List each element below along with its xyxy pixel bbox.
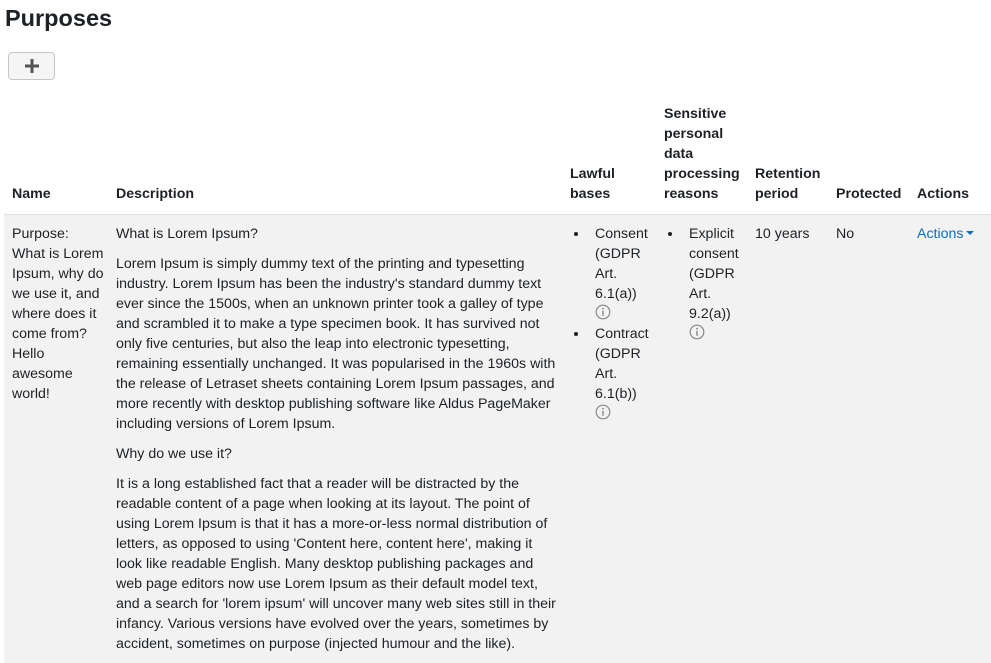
table-header-row xyxy=(4,100,991,215)
page-title: Purposes xyxy=(5,5,113,31)
sensitive-reason-label: Explicit consent (GDPR Art. 9.2(a)) xyxy=(689,226,739,322)
description-heading: Why do we use it? xyxy=(116,446,232,462)
purpose-name-cell: Purpose: What is Lorem Ipsum, why do we use it, and where does it come from? Hello awesome world! xyxy=(4,215,108,663)
info-icon[interactable] xyxy=(689,324,705,340)
sensitive-reasons-list xyxy=(664,224,743,344)
column-header-lawful-bases: Lawful bases xyxy=(562,100,656,215)
purposes-table xyxy=(4,100,991,663)
protected-cell: No xyxy=(828,215,909,663)
actions-menu-label: Actions xyxy=(917,226,964,242)
column-header-actions: Actions xyxy=(909,100,991,215)
description-paragraph: It is a long established fact that a reader will be distracted by the readable content of a page when looking at its layout. The point of using Lorem Ipsum is that it has a more-or-less normal distribution of letters, as opposed to using 'Content here, content here', making it look like readable English. Many desktop publishing packages and web page editors now use Lorem Ipsum as their default model text, and a search for 'lorem ipsum' will uncover many web sites still in their infancy. Various versions have evolved over the years, sometimes by accident, sometimes on purpose (injected humour and the like). xyxy=(116,476,556,652)
description-paragraph: Lorem Ipsum is simply dummy text of the printing and typesetting industry. Lorem Ipsum has been the industry's standard dummy text ever since the 1500s, when an unknown printer took a galley of type and scrambled it to make a type specimen book. It has survived not only five centuries, but also the leap into electronic typesetting, remaining essentially unchanged. It was popularised in the 1960s with the release of Letraset sheets containing Lorem Ipsum passages, and more recently with desktop publishing software like Aldus PageMaker including versions of Lorem Ipsum. xyxy=(116,256,556,432)
lawful-basis-label: Consent (GDPR Art. 6.1(a)) xyxy=(595,226,648,302)
column-header-description: Description xyxy=(108,100,562,215)
sensitive-reasons-cell xyxy=(656,215,747,663)
list-item xyxy=(589,324,652,424)
info-icon[interactable] xyxy=(595,404,611,420)
list-item xyxy=(589,224,652,324)
lawful-bases-cell xyxy=(562,215,656,663)
purpose-description-cell xyxy=(108,215,562,663)
retention-period-cell: 10 years xyxy=(747,215,828,663)
column-header-name: Name xyxy=(4,100,108,215)
actions-cell xyxy=(909,215,991,663)
table-row xyxy=(4,215,991,663)
lawful-bases-list xyxy=(570,224,652,424)
info-icon[interactable] xyxy=(595,304,611,320)
lawful-basis-label: Contract (GDPR Art. 6.1(b)) xyxy=(595,326,649,402)
column-header-sensitive-reasons: Sensitive personal data processing reasons xyxy=(656,100,747,215)
description-heading: What is Lorem Ipsum? xyxy=(116,226,258,242)
caret-down-icon xyxy=(966,231,974,235)
add-purpose-button[interactable] xyxy=(8,52,55,80)
column-header-retention-period: Retention period xyxy=(747,100,828,215)
plus-icon xyxy=(24,58,40,74)
column-header-protected: Protected xyxy=(828,100,909,215)
actions-menu-toggle[interactable] xyxy=(917,226,974,242)
list-item xyxy=(683,224,743,344)
